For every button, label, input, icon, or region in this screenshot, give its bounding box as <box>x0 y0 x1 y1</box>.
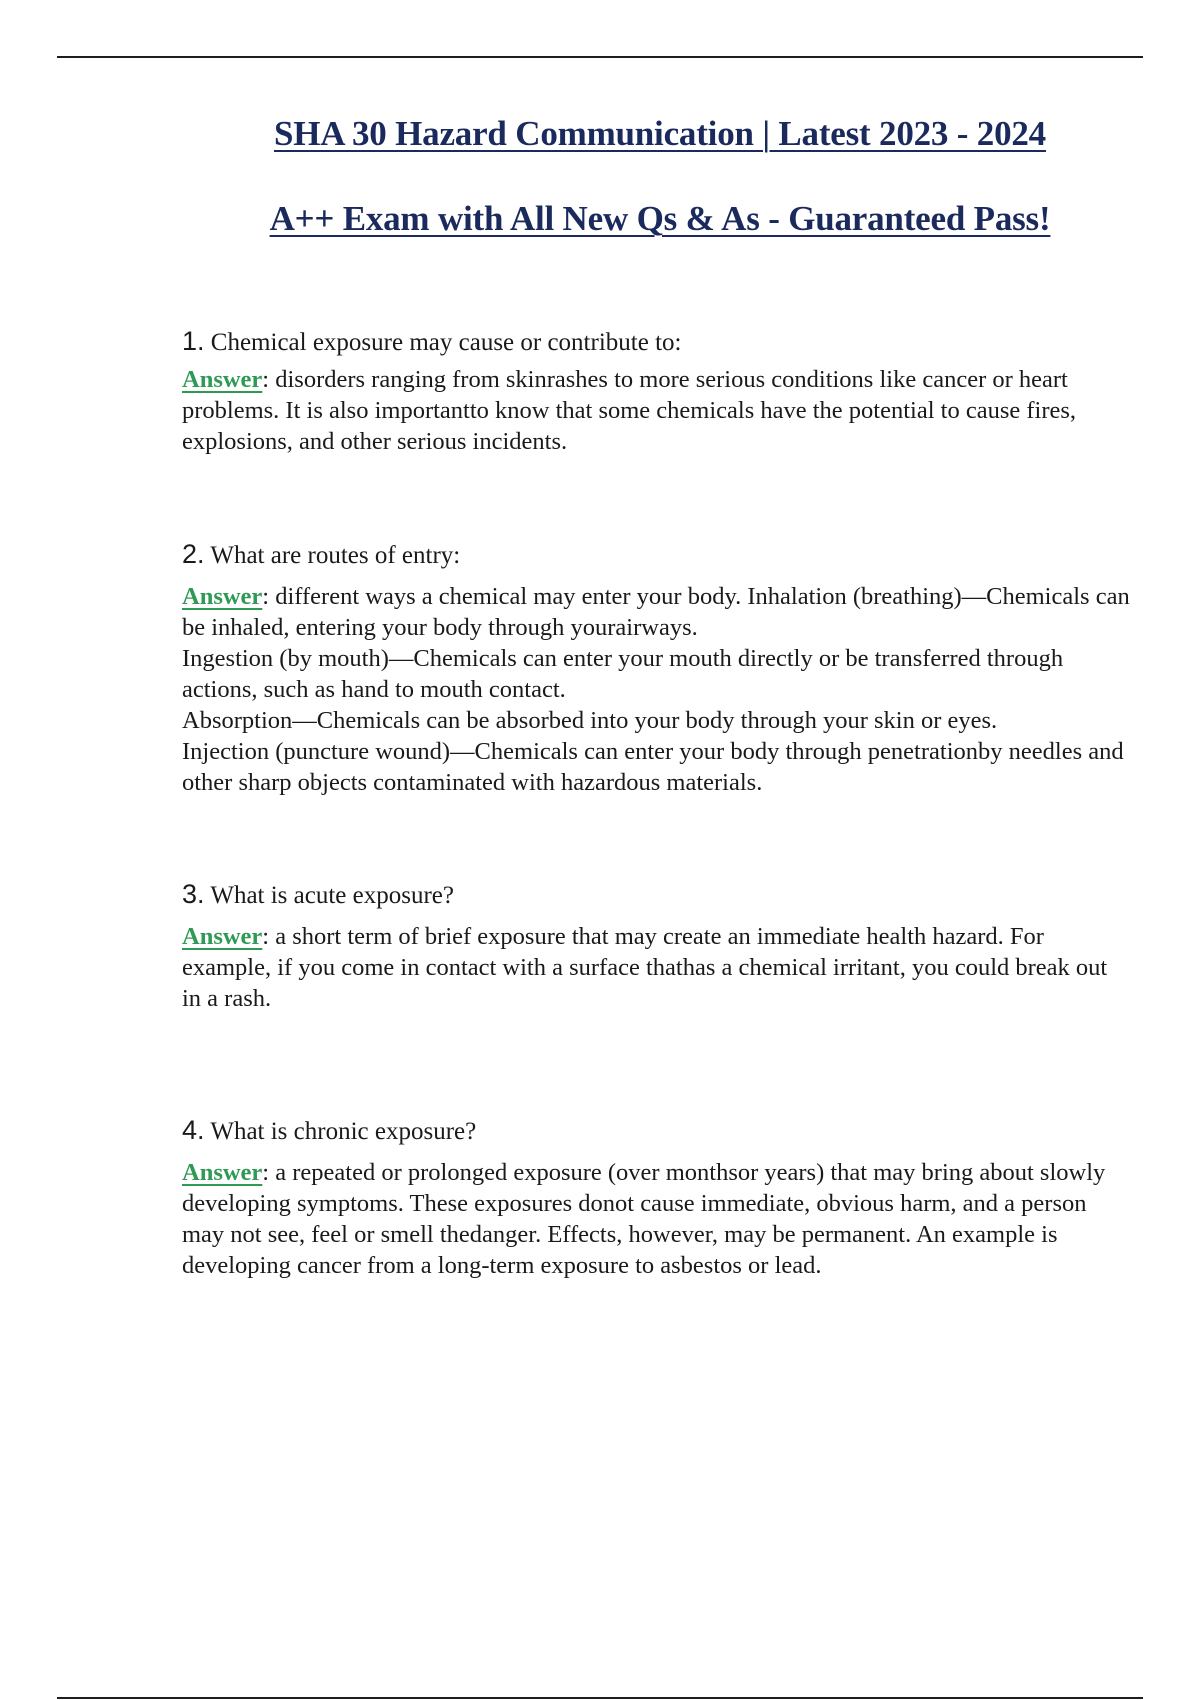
answer-separator: : <box>262 1159 276 1186</box>
answer-line-injection: Injection (puncture wound)—Chemicals can enter your body through penetrationby needles and other sharp objects contaminated with hazardous materials. <box>182 738 1124 796</box>
question-text: What are routes of entry: <box>210 542 461 569</box>
answer-text: a repeated or prolonged exposure (over monthsor years) that may bring about slowly developing symptoms. These exposures donot cause immediate, obvious harm, and a person may not see, feel or smell thedanger. Effects, however, may be permanent. An example is developing cancer from a long-term exposure to asbestos or lead. <box>182 1159 1106 1279</box>
answer-line <box>182 581 1132 643</box>
answer-3 <box>182 921 1132 1014</box>
answer-separator: : <box>262 583 276 610</box>
question-number: 1. <box>182 326 205 356</box>
answer-label: Answer <box>182 583 263 610</box>
question-text: Chemical exposure may cause or contribute to: <box>210 329 682 356</box>
top-divider <box>57 56 1143 58</box>
question-block-4 <box>182 1115 1132 1281</box>
answer-2 <box>182 581 1132 798</box>
question-1 <box>182 326 1132 358</box>
answer-separator: : <box>262 366 276 393</box>
answer-text: disorders ranging from skinrashes to more serious conditions like cancer or heart problems. It is also importantto know that some chemicals have the potential to cause fires, explosions, and other serious incidents. <box>182 366 1077 455</box>
question-block-2 <box>182 539 1132 798</box>
answer-label: Answer <box>182 366 263 393</box>
question-text: What is chronic exposure? <box>210 1118 477 1145</box>
answer-4 <box>182 1157 1132 1281</box>
question-2 <box>182 539 1132 571</box>
question-text: What is acute exposure? <box>210 882 454 909</box>
document-subtitle: A++ Exam with All New Qs & As - Guaranteed Pass! <box>269 199 1051 238</box>
answer-separator: : <box>262 923 276 950</box>
answer-label: Answer <box>182 1159 263 1186</box>
answer-text: different ways a chemical may enter your body. Inhalation (breathing)—Chemicals can be inhaled, entering your body through yourairways. <box>182 583 1130 641</box>
question-number: 2. <box>182 539 205 569</box>
question-4 <box>182 1115 1132 1147</box>
document-title: SHA 30 Hazard Communication | Latest 2023 - 2024 <box>274 114 1046 153</box>
answer-1 <box>182 364 1132 457</box>
question-3 <box>182 879 1132 911</box>
question-block-1 <box>182 326 1132 457</box>
question-number: 4. <box>182 1115 205 1145</box>
question-block-3 <box>182 879 1132 1014</box>
answer-line-absorption: Absorption—Chemicals can be absorbed into your body through your skin or eyes. <box>182 707 998 734</box>
answer-text: a short term of brief exposure that may create an immediate health hazard. For example, if you come in contact with a surface thathas a chemical irritant, you could break out in a rash. <box>182 923 1108 1012</box>
answer-label: Answer <box>182 923 263 950</box>
bottom-divider <box>57 1697 1143 1699</box>
answer-line-ingestion: Ingestion (by mouth)—Chemicals can enter your mouth directly or be transferred through actions, such as hand to mouth contact. <box>182 645 1064 703</box>
question-number: 3. <box>182 879 205 909</box>
